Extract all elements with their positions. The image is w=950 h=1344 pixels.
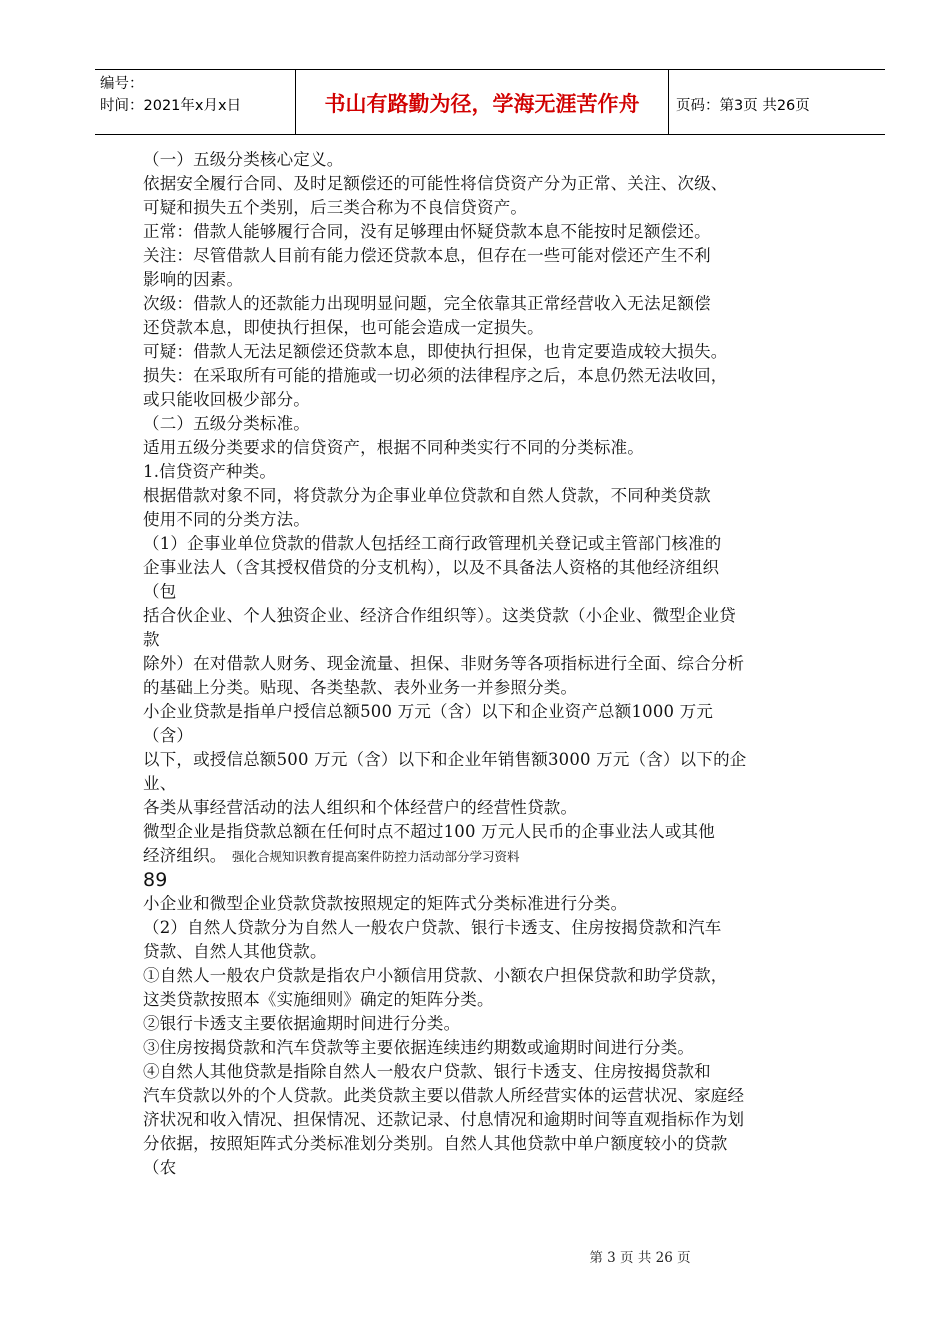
body-line: （1）企事业单位贷款的借款人包括经工商行政管理机关登记或主管部门核准的 (143, 534, 722, 553)
body-line: 的基础上分类。贴现、各类垫款、表外业务一并参照分类。 (143, 678, 578, 697)
body-line: 括合伙企业、个人独资企业、经济合作组织等）。这类贷款（小企业、微型企业贷 (143, 606, 736, 625)
body-line: 还贷款本息，即使执行担保，也可能会造成一定损失。 (143, 318, 544, 337)
body-line: 影响的因素。 (143, 270, 244, 289)
body-line: 次级：借款人的还款能力出现明显问题，完全依靠其正常经营收入无法足额偿 (143, 294, 711, 313)
body-line: 业、 (143, 774, 177, 793)
header-page-info: 页码：第3页 共26页 (676, 98, 810, 114)
body-line: 可疑和损失五个类别，后三类合称为不良信贷资产。 (143, 198, 528, 217)
body-line: 使用不同的分类方法。 (143, 510, 310, 529)
document-body (143, 148, 843, 1180)
body-line: 款 (143, 630, 160, 649)
body-line: 济状况和收入情况、担保情况、还款记录、付息情况和逾期时间等直观指标作为划 (143, 1110, 745, 1129)
page-footer: 第 3 页 共 26 页 (589, 1250, 691, 1266)
body-line: 关注：尽管借款人目前有能力偿还贷款本息，但存在一些可能对偿还产生不利 (143, 246, 711, 265)
body-line: 1.信贷资产种类。 (143, 462, 277, 481)
body-line: （农 (143, 1158, 177, 1177)
body-line: ②银行卡透支主要依据逾期时间进行分类。 (143, 1014, 461, 1033)
body-line: 小企业贷款是指单户授信总额500 万元（含）以下和企业资产总额1000 万元 (143, 702, 714, 721)
body-line: 正常：借款人能够履行合同，没有足够理由怀疑贷款本息不能按时足额偿还。 (143, 222, 711, 241)
body-line: 适用五级分类要求的信贷资产，根据不同种类实行不同的分类标准。 (143, 438, 644, 457)
body-line-with-note (143, 844, 843, 868)
body-line: 企事业法人（含其授权借贷的分支机构），以及不具备法人资格的其他经济组织 (143, 558, 720, 577)
body-line: 各类从事经营活动的法人组织和个体经营户的经营性贷款。 (143, 798, 578, 817)
body-line: 或只能收回极少部分。 (143, 390, 310, 409)
body-line: ④自然人其他贷款是指除自然人一般农户贷款、银行卡透支、住房按揭贷款和 (143, 1062, 711, 1081)
body-line: 以下，或授信总额500 万元（含）以下和企业年销售额3000 万元（含）以下的企 (143, 750, 747, 769)
body-line: 微型企业是指贷款总额在任何时点不超过100 万元人民币的企事业法人或其他 (143, 822, 715, 841)
body-line: 贷款、自然人其他贷款。 (143, 942, 327, 961)
body-line: 除外）在对借款人财务、现金流量、担保、非财务等各项指标进行全面、综合分析 (143, 654, 745, 673)
header-time-label: 时间：2021年x月x日 (100, 98, 242, 114)
body-line: 损失：在采取所有可能的措施或一切必须的法律程序之后，本息仍然无法收回， (143, 366, 728, 385)
body-line: ③住房按揭贷款和汽车贷款等主要依据连续违约期数或逾期时间进行分类。 (143, 1038, 695, 1057)
body-line: 这类贷款按照本《实施细则》确定的矩阵分类。 (143, 990, 494, 1009)
body-line: 分依据，按照矩阵式分类标准划分类别。自然人其他贷款中单户额度较小的贷款 (143, 1134, 728, 1153)
body-line-text: 经济组织。 (143, 846, 227, 865)
body-line: 小企业和微型企业贷款贷款按照规定的矩阵式分类标准进行分类。 (143, 894, 628, 913)
header-code-label: 编号： (100, 76, 144, 92)
section-heading: （二）五级分类标准。 (143, 414, 310, 433)
body-line: ①自然人一般农户贷款是指农户小额信用贷款、小额农户担保贷款和助学贷款， (143, 966, 728, 985)
header-bottom-rule (95, 134, 885, 135)
body-line: （2）自然人贷款分为自然人一般农户贷款、银行卡透支、住房按揭贷款和汽车 (143, 918, 722, 937)
body-line: （一）五级分类核心定义。 (143, 150, 344, 169)
header-top-rule (95, 69, 885, 70)
body-line: 可疑：借款人无法足额偿还贷款本息，即使执行担保，也肯定要造成较大损失。 (143, 342, 728, 361)
body-line-number: 89 (143, 869, 168, 891)
body-line: （含） (143, 726, 194, 745)
body-line: 汽车贷款以外的个人贷款。此类贷款主要以借款人所经营实体的运营状况、家庭经 (143, 1086, 745, 1105)
header-divider-right (668, 70, 669, 134)
body-line: 依据安全履行合同、及时足额偿还的可能性将信贷资产分为正常、关注、次级、 (143, 174, 728, 193)
body-line: 根据借款对象不同，将贷款分为企事业单位贷款和自然人贷款，不同种类贷款 (143, 486, 711, 505)
header-motto: 书山有路勤为径，学海无涯苦作舟 (324, 92, 640, 116)
body-line: （包 (143, 582, 177, 601)
inline-note: 强化合规知识教育提高案件防控力活动部分学习资料 (231, 849, 520, 864)
